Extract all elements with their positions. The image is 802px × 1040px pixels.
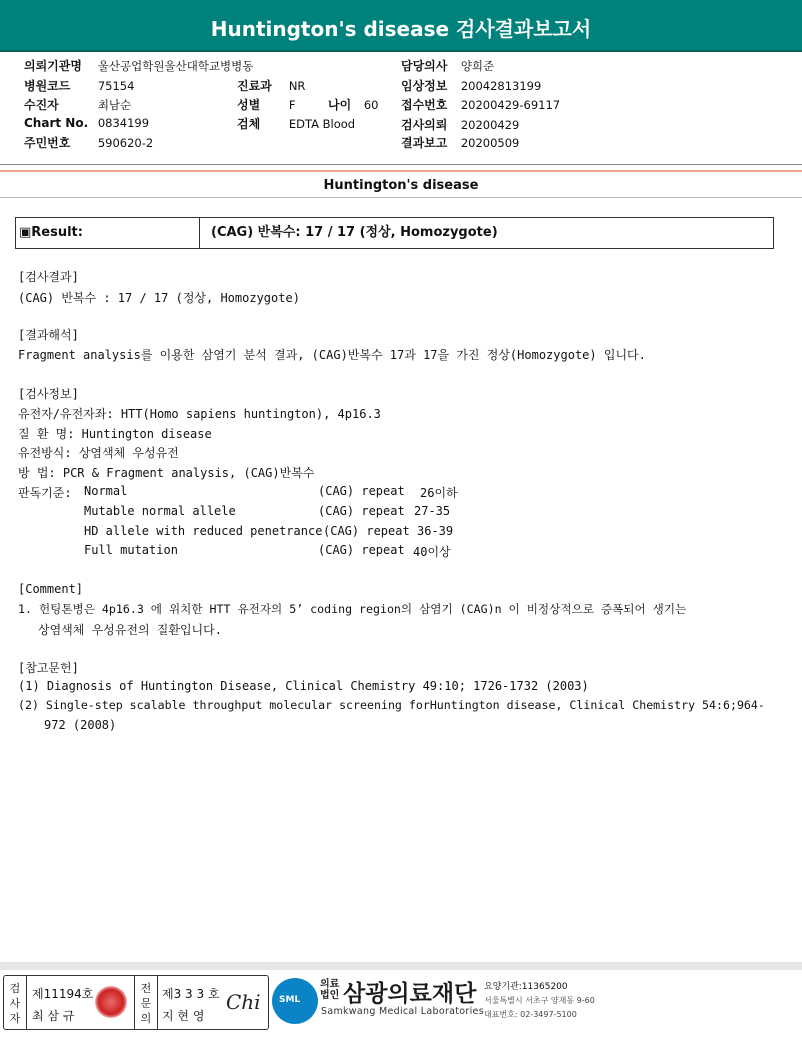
info-label: 의뢰기관명 — [24, 59, 82, 73]
org-name: 삼광의료재단 — [343, 981, 477, 1007]
info-label: Chart No. — [24, 116, 89, 130]
criteria-range: 27-35 — [414, 504, 451, 518]
info-value: 최남순 — [97, 98, 132, 112]
criteria-range: 40이상 — [413, 545, 451, 559]
info-label: 접수번호 — [401, 98, 448, 112]
heading-interpretation: [결과해석] — [18, 328, 79, 342]
result-box — [15, 217, 774, 249]
info-doctor — [401, 57, 494, 74]
info-label: 주민번호 — [24, 136, 71, 150]
inheritance-text: 유전방식: 상염색체 우성유전 — [18, 446, 179, 460]
disease-text: 질 환 명: Huntington disease — [18, 427, 212, 441]
comment-text: 1. 헌팅톤병은 4p16.3 에 위치한 HTT 유전자의 5’ coding region의 삼염기 (CAG)n 이 비정상적으로 증폭되어 생기는 — [18, 602, 687, 616]
section-title: Huntington's disease — [323, 178, 479, 193]
info-label: 검체 — [237, 117, 261, 131]
info-hospital-code — [24, 77, 134, 94]
info-chart-no — [24, 116, 149, 130]
heading-comment: [Comment] — [18, 582, 84, 596]
info-department — [237, 77, 305, 94]
heading-references: [참고문헌] — [18, 661, 79, 675]
info-value: 울산공업학원울산대학교병병동 — [97, 59, 254, 73]
info-request-date — [401, 116, 519, 133]
info-report-date — [401, 134, 519, 151]
divider — [26, 976, 27, 1029]
criteria-repeat: (CAG) repeat — [318, 543, 405, 557]
divider — [134, 976, 135, 1029]
expert-name: 지 현 영 — [162, 1009, 205, 1023]
info-specimen — [237, 115, 355, 132]
info-label: 임상정보 — [401, 79, 448, 93]
criteria-repeat: (CAG) repeat — [318, 504, 405, 518]
signature: Chi — [226, 990, 261, 1014]
info-label: 성별 — [237, 98, 261, 112]
footer-band — [0, 962, 802, 970]
criteria-name: Mutable normal allele — [84, 504, 236, 518]
org-address: 서울특별시 서초구 양재동 9-60 — [484, 996, 595, 1005]
info-value: 75154 — [97, 79, 135, 93]
info-value: F — [288, 98, 296, 112]
info-hospital — [24, 57, 253, 74]
criteria-range: 26이하 — [420, 486, 458, 500]
criteria-name: Full mutation — [84, 543, 178, 557]
info-sex — [237, 96, 295, 113]
org-phone: 대표번호: 02-3497-5100 — [484, 1010, 577, 1019]
info-label: 진료과 — [237, 79, 272, 93]
divider — [157, 976, 158, 1029]
comment-text-cont: 상염색체 우성유전의 질환입니다. — [38, 623, 222, 637]
criteria-label: 판독기준: — [18, 486, 72, 500]
divider — [0, 164, 802, 165]
gene-text: 유전자/유전자좌: HTT(Homo sapiens huntington), 4p16.3 — [18, 407, 381, 421]
info-value: 20200429-69117 — [460, 98, 561, 112]
divider-accent — [0, 170, 802, 172]
info-label: 검사의뢰 — [401, 118, 448, 132]
info-label: 나이 — [328, 98, 352, 112]
expert-license: 제3 3 3 호 — [162, 987, 220, 1001]
info-patient — [24, 96, 131, 113]
info-label: 담당의사 — [401, 59, 448, 73]
interpretation-text: Fragment analysis를 이용한 삼염기 분석 결과, (CAG)반복수 17과 17을 가진 정상(Homozygote) 입니다. — [18, 348, 646, 362]
reference-2: (2) Single-step scalable throughput molecular screening forHuntington disease, Clinical Chemistry 54:6;964- — [18, 698, 765, 712]
info-value: 60 — [363, 98, 379, 112]
criteria-range: 36-39 — [417, 524, 454, 538]
tester-name: 최 삼 규 — [32, 1009, 75, 1023]
seal-icon — [95, 986, 127, 1018]
tester-title: 검사자 — [9, 982, 21, 1025]
result-text: (CAG) 반복수 : 17 / 17 (정상, Homozygote) — [18, 291, 300, 305]
info-value: 590620-2 — [97, 136, 154, 150]
report-title: Huntington's disease 검사결과보고서 — [210, 17, 592, 41]
info-label: 결과보고 — [401, 136, 448, 150]
info-value: NR — [288, 79, 306, 93]
logo-icon — [272, 978, 318, 1024]
info-receipt-no — [401, 96, 560, 113]
criteria-repeat: (CAG) repeat — [318, 484, 405, 498]
result-label: ▣Result: — [16, 218, 200, 248]
criteria-name: HD allele with reduced penetrance — [84, 524, 323, 538]
info-clinical — [401, 77, 541, 94]
criteria-name: Normal — [84, 484, 128, 498]
tester-license: 제11194호 — [32, 987, 94, 1001]
signature-box — [3, 975, 269, 1030]
heading-result: [검사결과] — [18, 270, 79, 284]
info-value: 20200509 — [460, 136, 520, 150]
result-value: (CAG) 반복수: 17 / 17 (정상, Homozygote) — [211, 225, 498, 240]
expert-title: 전문의 — [140, 982, 152, 1025]
info-age — [328, 96, 378, 113]
heading-test-info: [검사정보] — [18, 387, 79, 401]
org-code: 요양기관:11365200 — [484, 982, 568, 992]
info-resident-no — [24, 134, 153, 151]
info-label: 수진자 — [24, 98, 59, 112]
criteria-repeat: (CAG) repeat — [323, 524, 410, 538]
method-text: 방 법: PCR & Fragment analysis, (CAG)반복수 — [18, 466, 315, 480]
reference-2-cont: 972 (2008) — [44, 718, 117, 732]
info-value: 양희준 — [460, 59, 495, 73]
info-value: 20200429 — [460, 118, 520, 132]
info-value: EDTA Blood — [288, 117, 356, 131]
org-en-name: Samkwang Medical Laboratories — [321, 1006, 484, 1017]
reference-1: (1) Diagnosis of Huntington Disease, Clinical Chemistry 49:10; 1726-1732 (2003) — [18, 679, 589, 693]
logo-badge: SML — [279, 995, 301, 1005]
divider — [0, 197, 802, 198]
info-value: 20042813199 — [460, 79, 542, 93]
org-type: 의료법인 — [320, 979, 340, 1001]
info-value: 0834199 — [97, 116, 150, 130]
info-label: 병원코드 — [24, 79, 71, 93]
